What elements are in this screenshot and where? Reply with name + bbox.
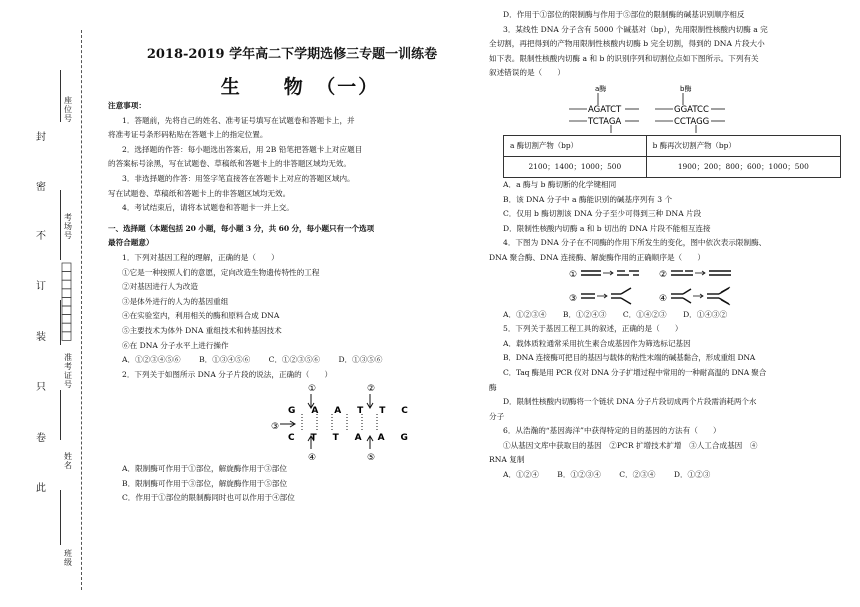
- q4-option-c: C．①④②③: [622, 309, 667, 319]
- q4-options: [489, 308, 851, 323]
- ticket-number-boxes[interactable]: [61, 262, 73, 342]
- q3-a-bottom: TCTAGA: [588, 116, 622, 127]
- notice-line: 3．非选择题的作答：用签字笔直接答在答题卡上对应的答题区域内。: [122, 173, 355, 183]
- seal-char: 装: [36, 332, 46, 343]
- q5-option-d-cont: 分子: [489, 411, 505, 421]
- q6-options: [489, 468, 851, 483]
- table-header-b: b 酶再次切割产物（bp）: [646, 135, 840, 156]
- q2-mark-1: ①: [308, 384, 317, 395]
- ticket-digit-box[interactable]: [62, 297, 71, 306]
- ticket-digit-box[interactable]: [62, 289, 71, 298]
- q5-option-c-cont: 酶: [489, 382, 497, 392]
- q3-option-d: D．限制性核酸内切酶 a 和 b 切出的 DNA 片段不能相互连接: [503, 223, 711, 233]
- q6-stem: 6．从浩瀚的“基因海洋”中获得特定的目的基因的方法有（ ）: [503, 426, 721, 436]
- notice-line: 1．答题前，先将自己的姓名、准考证号填写在试题卷和答题卡上，并: [122, 115, 355, 125]
- q3-stem: 全切割，再把得到的产物用限制性核酸内切酶 b 完全切割，得到的 DNA 片段大小: [489, 39, 765, 49]
- q2-mark-4: ④: [308, 453, 317, 463]
- q2-mark-2: ②: [367, 384, 376, 395]
- notice-line: 4．考试结束后，请将本试题卷和答题卡一并上交。: [122, 203, 294, 213]
- q4-option-d: D．①④③②: [683, 309, 728, 319]
- q2-option-b: B．限制酶可作用于③部位，解旋酶作用于⑤部位: [122, 478, 288, 488]
- q5-option-b: B．DNA 连接酶可把目的基因与载体的粘性末端的碱基黏合，形成重组 DNA: [503, 353, 756, 363]
- seal-dashed-line: [81, 30, 82, 590]
- seal-char: 卷: [36, 433, 46, 444]
- class-label: 班级: [64, 549, 72, 567]
- section-heading: 一、选择题（本题包括 20 小题，每小题 3 分，共 60 分，每小题只有一个选项: [108, 223, 374, 233]
- seal-char: 只: [36, 382, 46, 393]
- q1-option-b: B．①③④⑤⑥: [199, 355, 251, 365]
- q6-option-d: D．①②③: [673, 470, 711, 480]
- seal-char: 密: [36, 182, 46, 193]
- q4-option-b: B．①②④③: [562, 309, 607, 319]
- ticket-digit-box[interactable]: [62, 306, 71, 315]
- q1-item: ③是体外进行的人为的基因重组: [122, 296, 229, 306]
- section-heading-cont: 最符合题意）: [108, 238, 154, 248]
- q4-mark-2: ②: [659, 269, 668, 280]
- q4-mark-3: ③: [569, 293, 578, 304]
- q1-item: ⑥在 DNA 分子水平上进行操作: [122, 340, 229, 350]
- q3-a-label: a酶: [595, 84, 607, 93]
- q1-option-c: C．①②③⑤⑥: [268, 355, 321, 365]
- q5-option-a: A．载体质粒通常采用抗生素合成基因作为筛选标记基因: [503, 338, 691, 348]
- q3-b-bottom: CCTAGG: [674, 116, 710, 127]
- q3-stem: 3．某线性 DNA 分子含有 5000 个碱基对（bp），先用限制性核酸内切酶 a 完: [503, 24, 768, 34]
- seat-line: [60, 70, 61, 122]
- table-cell-a: 2100；1400；1000；500: [504, 156, 647, 177]
- q3-option-a: A．a 酶与 b 酶切断的化学键相同: [503, 179, 617, 189]
- q1-option-a: A．①②③④⑤⑥: [122, 355, 181, 365]
- table-row: [504, 156, 841, 177]
- q1-item: ①它是一种按照人们的意愿，定向改造生物遗传特性的工程: [122, 267, 320, 277]
- q4-option-a: A．①②③④: [503, 309, 547, 319]
- seal-char: 不: [36, 231, 46, 242]
- class-line: [60, 490, 61, 545]
- seal-char: 订: [36, 281, 46, 292]
- q6-option-b: B．①②③④: [557, 470, 601, 480]
- q2-option-c: C．作用于①部位的限制酶同时也可以作用于④部位: [122, 493, 295, 503]
- q1-option-d: D．①③⑤⑥: [338, 355, 383, 365]
- q4-mark-1: ①: [569, 269, 578, 280]
- table-cell-b: 1900；200；800；600；1000；500: [646, 156, 840, 177]
- q3-restriction-diagram: [489, 81, 851, 135]
- q4-stem: 4．下图为 DNA 分子在不同酶的作用下所发生的变化，图中依次表示限制酶、: [503, 238, 767, 248]
- q2-bottom-strand: C T T A A G: [288, 433, 415, 444]
- q3-b-label: b酶: [680, 84, 692, 93]
- q1-stem: 1．下列对基因工程的理解，正确的是（ ）: [122, 252, 279, 262]
- q2-stem: 2．下列关于如图所示 DNA 分子片段的说法，正确的（ ）: [122, 369, 333, 379]
- q1-item: ②对基因进行人为改造: [122, 282, 198, 292]
- ticket-digit-box[interactable]: [62, 332, 71, 341]
- ticket-digit-box[interactable]: [62, 280, 71, 289]
- q2-option-d: D．作用于①部位的限制酶与作用于⑤部位的限制酶的碱基识别顺序相反: [503, 10, 745, 19]
- ticket-digit-box[interactable]: [62, 315, 71, 324]
- q5-stem: 5．下列关于基因工程工具的叙述，正确的是（ ）: [503, 324, 683, 334]
- q3-b-top: GGATCC: [674, 104, 709, 115]
- exam-room-label: 考场号: [64, 213, 72, 240]
- q4-enzyme-diagram: [489, 266, 851, 308]
- q6-option-a: A．①②④: [503, 470, 539, 480]
- notice-line: 的答案标号涂黑，写在试题卷、草稿纸和答题卡上的非答题区域均无效。: [108, 159, 351, 169]
- left-column: [108, 99, 478, 506]
- q2-mark-3: ③: [271, 422, 280, 433]
- q1-options: [108, 353, 478, 368]
- table-row: [504, 135, 841, 156]
- admission-ticket-label: 准考证号: [64, 353, 72, 389]
- seal-char: 封: [36, 132, 46, 143]
- q5-option-c: C．Taq 酶是用 PCR 仪对 DNA 分子扩增过程中常用的一种耐高温的 DNA 聚合: [503, 367, 767, 377]
- q2-mark-5: ⑤: [367, 453, 376, 463]
- notice-line: 2．选择题的作答：每小题选出答案后，用 2B 铅笔把答题卡上对应题目: [122, 144, 363, 154]
- room-line: [60, 190, 61, 260]
- notice-line: 将准考证号条形码粘贴在答题卡上的指定位置。: [108, 130, 268, 140]
- q3-a-top: AGATCT: [588, 104, 622, 115]
- q3-fragment-table: [503, 135, 841, 178]
- q1-item: ④在实验室内，利用相关的酶和原料合成 DNA: [122, 311, 280, 321]
- q3-option-c: C．仅用 b 酶切割该 DNA 分子至少可得到三种 DNA 片段: [503, 209, 702, 219]
- paper-title: 2018-2019 学年高二下学期选修三专题一训练卷: [146, 47, 438, 62]
- q1-item: ⑤主要技术为体外 DNA 重组技术和转基因技术: [122, 325, 282, 335]
- ticket-digit-box[interactable]: [62, 272, 71, 281]
- table-header-a: a 酶切割产物（bp）: [504, 135, 647, 156]
- q2-option-a: A．限制酶可作用于①部位，解旋酶作用于③部位: [122, 464, 287, 474]
- name-line: [60, 390, 61, 440]
- q3-stem: 如下表。限制性核酸内切酶 a 和 b 的识别序列和切割位点如下图所示。下列有关: [489, 53, 759, 63]
- notice-line: 写在试题卷、草稿纸和答题卡上的非答题区域均无效。: [108, 188, 291, 198]
- q6-option-c: C．②③④: [619, 470, 656, 480]
- q3-option-b: B．该 DNA 分子中 a 酶能识别的碱基序列有 3 个: [503, 194, 673, 204]
- notice-heading: 注意事项：: [108, 101, 146, 110]
- ticket-digit-box[interactable]: [62, 323, 71, 332]
- name-label: 姓名: [64, 452, 72, 470]
- q6-items: ①从基因文库中获取目的基因 ②PCR 扩增技术扩增 ③人工合成基因 ④: [503, 440, 758, 450]
- q6-items-cont: RNA 复制: [489, 455, 525, 465]
- seal-char: 此: [36, 483, 46, 494]
- ticket-digit-box[interactable]: [62, 263, 71, 272]
- right-column: [489, 8, 851, 483]
- q4-mark-4: ④: [659, 293, 668, 304]
- q5-option-d: D．限制性核酸内切酶将一个链状 DNA 分子片段切成两个片段需消耗两个水: [503, 397, 757, 407]
- q3-stem: 叙述错误的是（ ）: [489, 68, 565, 78]
- q4-stem: DNA 聚合酶、DNA 连接酶、解旋酶作用的正确顺序是（ ）: [489, 252, 705, 262]
- q2-dna-diagram: [108, 382, 478, 462]
- q2-top-strand: G A A T T C: [288, 406, 415, 417]
- seat-number-label: 座位号: [64, 96, 72, 123]
- subject-title: 生 物 （一）: [220, 76, 380, 98]
